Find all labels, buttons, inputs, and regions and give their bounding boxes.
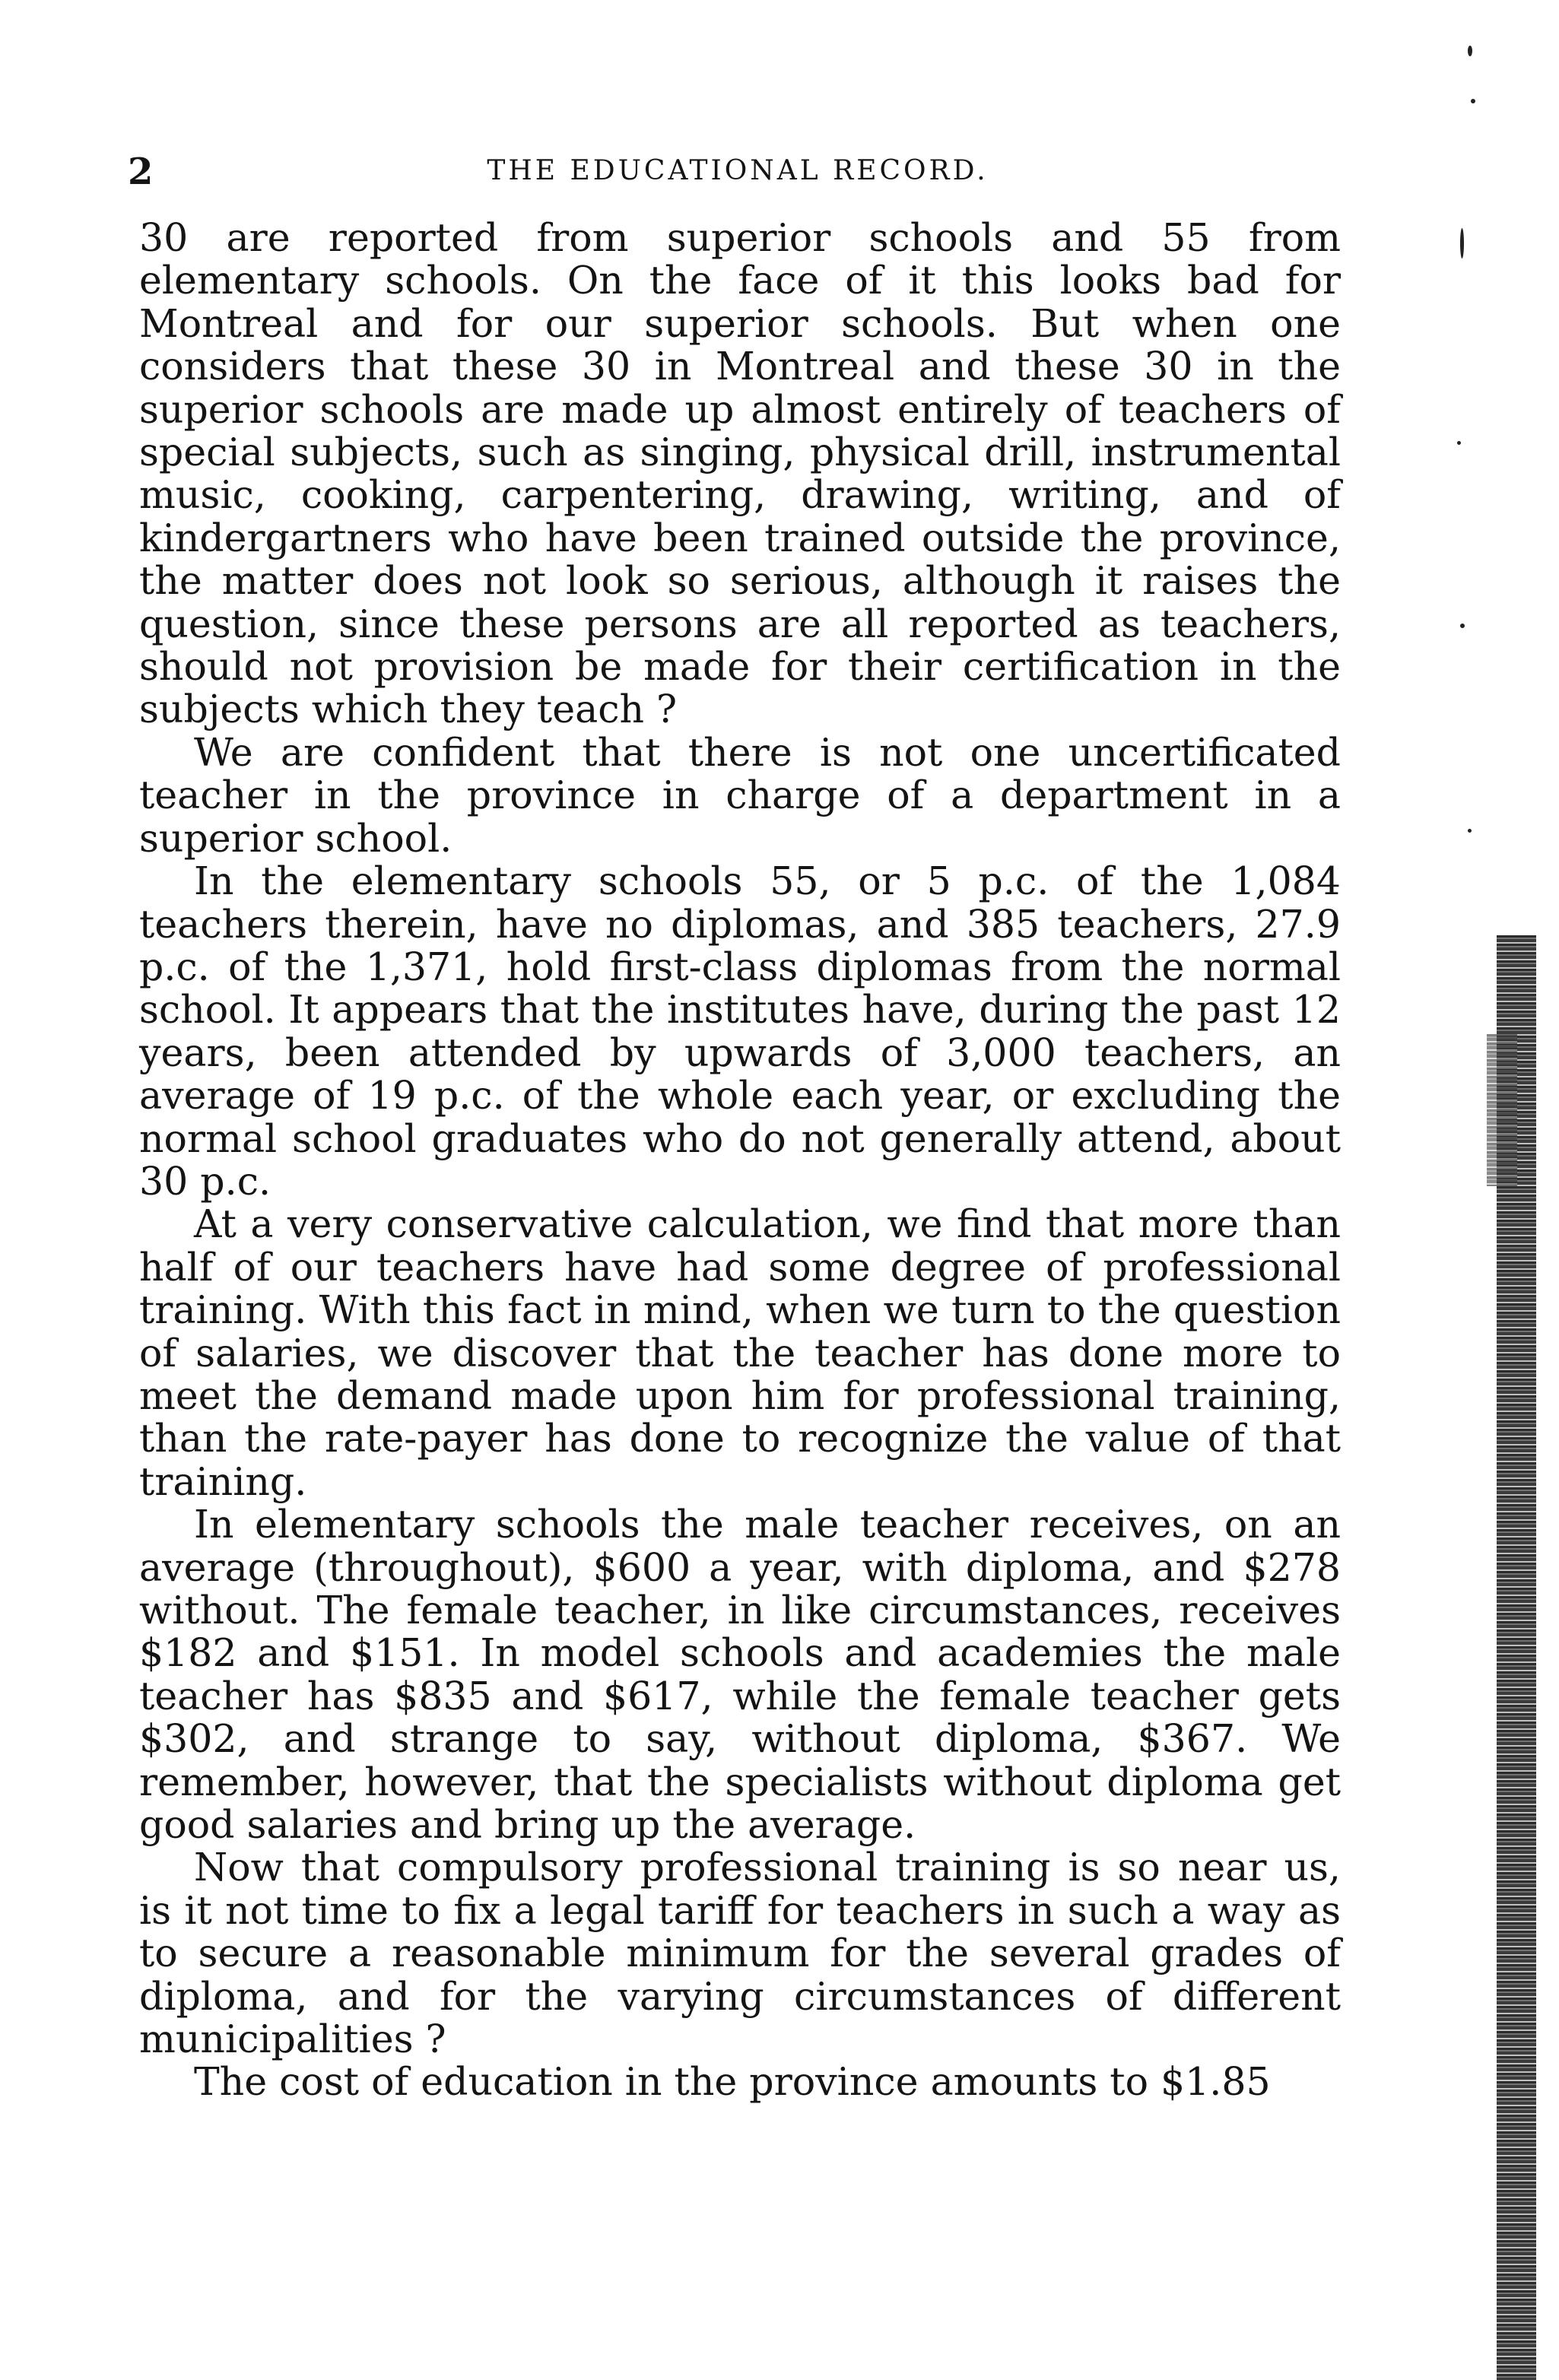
paragraph-2: We are confident that there is not one uncertificated teacher in the province in charge of a department in a superior school. (139, 729, 1341, 861)
paragraph-4: At a very conservative calculation, we find that more than half of our teachers have had some degree of professional training. With this fact in mind, when we turn to the question of salaries, we discover that the teacher has done more to meet the demand made upon him for professional training, than the rate-payer has done to recognize the value of that training. (139, 1201, 1341, 1504)
scan-speck (1471, 99, 1475, 103)
scan-edge-artifact-light (1487, 1034, 1517, 1186)
running-title: THE EDUCATIONAL RECORD. (487, 155, 989, 186)
paragraph-5: In elementary schools the male teacher receives, on an average (throughout), $600 a year, with diploma, and $278 without. The female teacher, in like circumstances, receives $182 and $151. In model schools and academies the male teacher has $835 and $617, while the female teacher gets $302, and strange to say, without diploma, $367. We remember, however, that the specialists without diploma get good salaries and bring up the average. (139, 1502, 1341, 1848)
paragraph-7: The cost of education in the province amounts to $1.85 (194, 2059, 1271, 2105)
scan-speck (1468, 829, 1472, 833)
body-text (139, 217, 1341, 2104)
scan-speck (1460, 624, 1465, 628)
paragraph-3: In the elementary schools 55, or 5 p.c. of the 1,084 teachers therein, have no diplomas, and 385 teachers, 27.9 p.c. of the 1,371, hold first-class diplomas from the normal school. It appears that the institutes have, during the past 12 years, been attended by upwards of 3,000 teachers, an average of 19 p.c. of the whole each year, or excluding the normal school graduates who do not generally attend, about 30 p.c. (139, 858, 1341, 1204)
paragraph-6: Now that compulsory professional training is so near us, is it not time to fix a legal tariff for teachers in such a way as to secure a reasonable minimum for the several grades of diploma, and for the varying circumstances of different municipalities ? (139, 1845, 1341, 2062)
page-number: 2 (128, 151, 154, 193)
paragraph-1: 30 are reported from superior schools and 55 from elementary schools. On the face of it this looks bad for Montreal and for our superior schools. But when one considers that these 30 in Montreal and these 30 in the superior schools are made up almost entirely of teachers of special subjects, such as singing, physical drill, instrumental music, cooking, carpentering, drawing, writing, and of kindergartners who have been trained outside the province, the matter does not look so serious, although it raises the question, since these persons are all reported as teachers, should not provision be made for their certification in the subjects which they teach ? (139, 215, 1341, 732)
scan-speck (1468, 46, 1472, 56)
scan-speck (1457, 441, 1461, 445)
scan-speck (1460, 228, 1464, 259)
